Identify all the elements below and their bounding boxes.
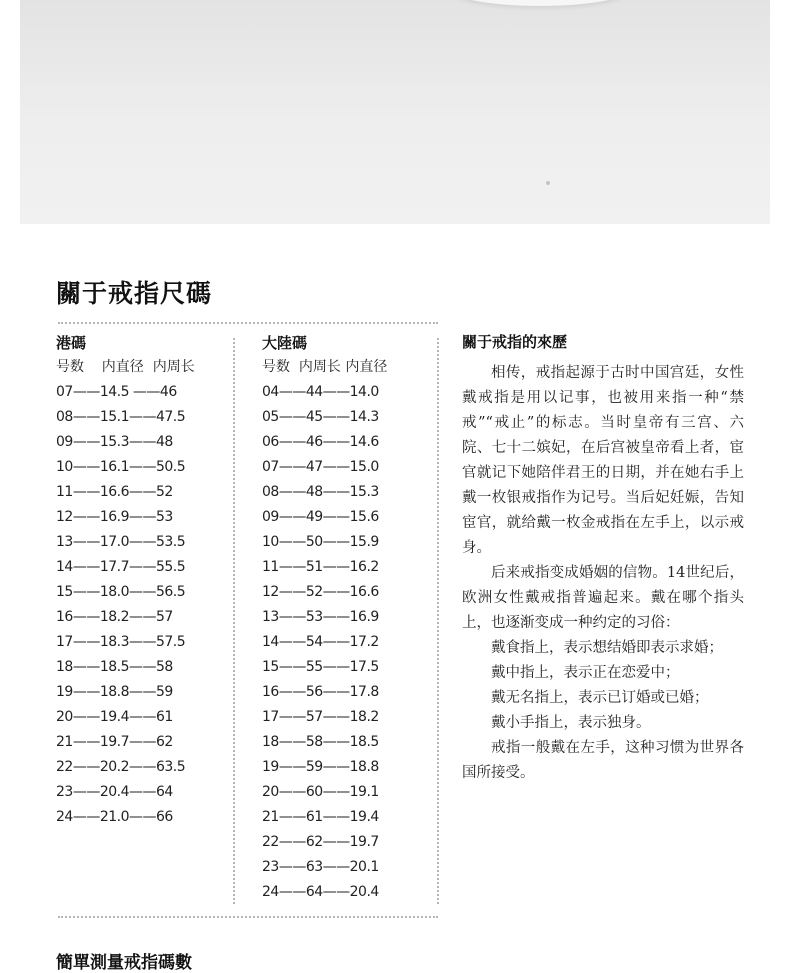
hk-size-row: 21——19.7——62 [56, 734, 173, 750]
cn-size-row: 04——44——14.0 [262, 384, 379, 400]
cn-size-row: 10——50——15.9 [262, 534, 379, 550]
hk-size-row: 08——15.1——47.5 [56, 409, 186, 425]
divider-bottom [58, 916, 438, 918]
cn-size-row: 14——54——17.2 [262, 634, 379, 650]
section-title: 關于戒指尺碼 [56, 279, 213, 308]
cn-size-row: 09——49——15.6 [262, 509, 379, 525]
divider-top [58, 322, 438, 324]
cn-size-header: 号数 内周长 内直径 [262, 359, 388, 375]
hk-size-row: 15——18.0——56.5 [56, 584, 186, 600]
hk-size-row: 10——16.1——50.5 [56, 459, 186, 475]
cn-size-row: 05——45——14.3 [262, 409, 379, 425]
cn-size-rows [262, 380, 432, 905]
ring-edge-shape [450, 0, 630, 6]
hk-size-row: 13——17.0——53.5 [56, 534, 186, 550]
cn-size-row: 13——53——16.9 [262, 609, 379, 625]
cn-size-row: 23——63——20.1 [262, 859, 379, 875]
divider-middle [233, 338, 235, 904]
divider-right [437, 338, 439, 904]
cn-size-row: 12——52——16.6 [262, 584, 379, 600]
photo-speck [546, 181, 550, 185]
ring-origin-body [462, 361, 744, 786]
product-photo [20, 0, 770, 224]
cn-size-row: 06——46——14.6 [262, 434, 379, 450]
hk-size-row: 07——14.5 ——46 [56, 384, 177, 400]
hk-size-title: 港碼 [56, 334, 87, 352]
hk-size-row: 14——17.7——55.5 [56, 559, 186, 575]
cn-size-row: 22——62——19.7 [262, 834, 379, 850]
cn-size-row: 15——55——17.5 [262, 659, 379, 675]
article-paragraph: 戒指一般戴在左手，这种习惯为世界各国所接受。 [462, 740, 744, 781]
cn-size-row: 11——51——16.2 [262, 559, 379, 575]
hk-size-header: 号数 内直径 内周长 [56, 359, 195, 375]
article-paragraph: 戴无名指上，表示已订婚或已婚； [491, 690, 709, 706]
hk-size-row: 11——16.6——52 [56, 484, 173, 500]
article-paragraph: 戴小手指上，表示独身。 [491, 715, 651, 731]
cn-size-row: 16——56——17.8 [262, 684, 379, 700]
hk-size-row: 17——18.3——57.5 [56, 634, 186, 650]
hk-size-rows [56, 380, 228, 830]
hk-size-row: 12——16.9——53 [56, 509, 173, 525]
measure-section-title: 簡單測量戒指碼數 [56, 953, 192, 973]
cn-size-row: 24——64——20.4 [262, 884, 379, 900]
article-paragraph: 相传，戒指起源于古时中国宫廷，女性戴戒指是用以记事，也被用来指一种“禁戒”“戒止”的标志。当时皇帝有三宫、六院、七十二嫔妃，在后宫被皇帝看上者，宦官就记下她陪伴君王的日期，并在她右手上戴一枚银戒指作为记号。当后妃妊娠，告知宦官，就给戴一枚金戒指在左手上，以示戒身。 [462, 365, 744, 556]
hk-size-row: 24——21.0——66 [56, 809, 173, 825]
cn-size-title: 大陸碼 [262, 334, 308, 352]
article-paragraph: 后来戒指变成婚姻的信物。14世纪后，欧洲女性戴戒指普遍起来。戴在哪个指头上，也逐渐变成一种约定的习俗： [462, 565, 744, 631]
hk-size-table [56, 331, 228, 830]
cn-size-row: 21——61——19.4 [262, 809, 379, 825]
ring-origin-article [462, 331, 744, 786]
hk-size-row: 19——18.8——59 [56, 684, 173, 700]
cn-size-table [262, 331, 432, 905]
cn-size-row: 19——59——18.8 [262, 759, 379, 775]
hk-size-row: 16——18.2——57 [56, 609, 173, 625]
article-paragraph: 戴食指上，表示想结婚即表示求婚； [491, 640, 723, 656]
cn-size-row: 20——60——19.1 [262, 784, 379, 800]
hk-size-row: 22——20.2——63.5 [56, 759, 186, 775]
cn-size-row: 17——57——18.2 [262, 709, 379, 725]
cn-size-row: 18——58——18.5 [262, 734, 379, 750]
article-paragraph: 戴中指上，表示正在恋爱中； [491, 665, 680, 681]
hk-size-row: 23——20.4——64 [56, 784, 173, 800]
cn-size-row: 08——48——15.3 [262, 484, 379, 500]
hk-size-row: 09——15.3——48 [56, 434, 173, 450]
hk-size-row: 18——18.5——58 [56, 659, 173, 675]
ring-origin-title: 關于戒指的來歷 [462, 333, 568, 351]
hk-size-row: 20——19.4——61 [56, 709, 173, 725]
cn-size-row: 07——47——15.0 [262, 459, 379, 475]
